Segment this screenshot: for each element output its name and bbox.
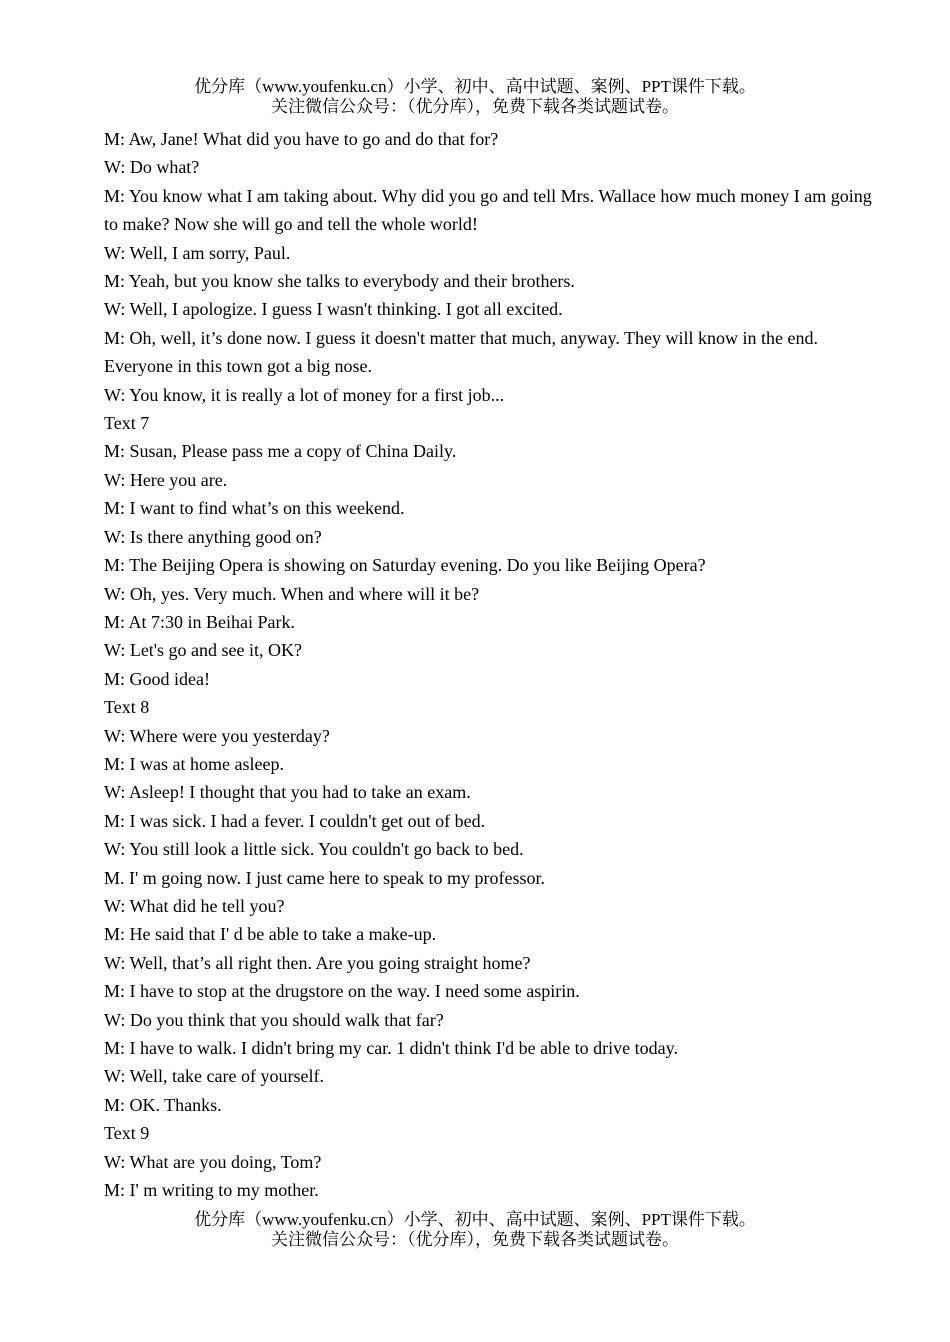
transcript-line: W: Asleep! I thought that you had to take an exam.: [104, 782, 471, 803]
transcript-line: M: I have to walk. I didn't bring my car. 1 didn't think I'd be able to drive today.: [104, 1038, 678, 1058]
transcript-body: [104, 125, 884, 1204]
transcript-line: M: Aw, Jane! What did you have to go and do that for?: [104, 129, 499, 149]
header-line-2: 关注微信公众号：（优分库），免费下载各类试题试卷。: [271, 97, 679, 116]
header-line-1: 优分库（www.youfenku.cn）小学、初中、高中试题、案例、PPT课件下载。: [194, 77, 756, 96]
transcript-line: W: Well, I apologize. I guess I wasn't thinking. I got all excited.: [104, 299, 563, 320]
transcript-line: M: Yeah, but you know she talks to everybody and their brothers.: [104, 271, 575, 292]
page-footer: [0, 1210, 950, 1250]
section-heading: Text 8: [104, 697, 150, 718]
transcript-line: M: I' m writing to my mother.: [104, 1180, 319, 1201]
transcript-line: W: You still look a little sick. You couldn't go back to bed.: [104, 839, 524, 860]
transcript-line: W: Well, that’s all right then. Are you going straight home?: [104, 952, 531, 973]
transcript-line: W: Where were you yesterday?: [104, 725, 330, 746]
section-heading: Text 7: [104, 413, 150, 434]
footer-line-1: 优分库（www.youfenku.cn）小学、初中、高中试题、案例、PPT课件下载。: [194, 1210, 756, 1229]
transcript-line: W: Do you think that you should walk that far?: [104, 1009, 444, 1030]
transcript-line: M: I was sick. I had a fever. I couldn't get out of bed.: [104, 810, 486, 831]
transcript-line: M: You know what I am taking about. Why did you go and tell Mrs. Wallace how much money I am going to make? Now she will go and tell the whole world!: [104, 185, 872, 235]
transcript-line: M: He said that I' d be able to take a make-up.: [104, 924, 437, 945]
transcript-line: W: Do what?: [104, 157, 200, 178]
transcript-line: W: Oh, yes. Very much. When and where will it be?: [104, 583, 480, 604]
transcript-line: W: Here you are.: [104, 469, 228, 490]
transcript-line: M: Good idea!: [104, 668, 210, 689]
transcript-line: M. I' m going now. I just came here to speak to my professor.: [104, 867, 545, 888]
footer-line-2: 关注微信公众号：（优分库），免费下载各类试题试卷。: [271, 1230, 679, 1249]
transcript-line: W: Well, I am sorry, Paul.: [104, 242, 291, 263]
transcript-line: M: I want to find what’s on this weekend.: [104, 498, 405, 519]
transcript-line: W: Well, take care of yourself.: [104, 1066, 324, 1087]
transcript-line: M: The Beijing Opera is showing on Saturday evening. Do you like Beijing Opera?: [104, 555, 706, 576]
transcript-line: M: I was at home asleep.: [104, 753, 284, 774]
page-header: [0, 77, 950, 117]
transcript-line: W: You know, it is really a lot of money for a first job...: [104, 384, 505, 405]
transcript-line: W: Is there anything good on?: [104, 526, 322, 547]
transcript-line: M: At 7:30 in Beihai Park.: [104, 611, 295, 632]
transcript-line: M: Oh, well, it’s done now. I guess it doesn't matter that much, anyway. They will know in the end. Everyone in this town got a big nose.: [104, 327, 818, 377]
transcript-line: M: Susan, Please pass me a copy of China Daily.: [104, 441, 457, 462]
transcript-line: W: What did he tell you?: [104, 895, 285, 916]
transcript-line: W: What are you doing, Tom?: [104, 1151, 322, 1172]
transcript-line: W: Let's go and see it, OK?: [104, 640, 303, 661]
section-heading: Text 9: [104, 1123, 150, 1144]
transcript-line: M: OK. Thanks.: [104, 1094, 222, 1115]
transcript-line: M: I have to stop at the drugstore on the way. I need some aspirin.: [104, 981, 580, 1002]
